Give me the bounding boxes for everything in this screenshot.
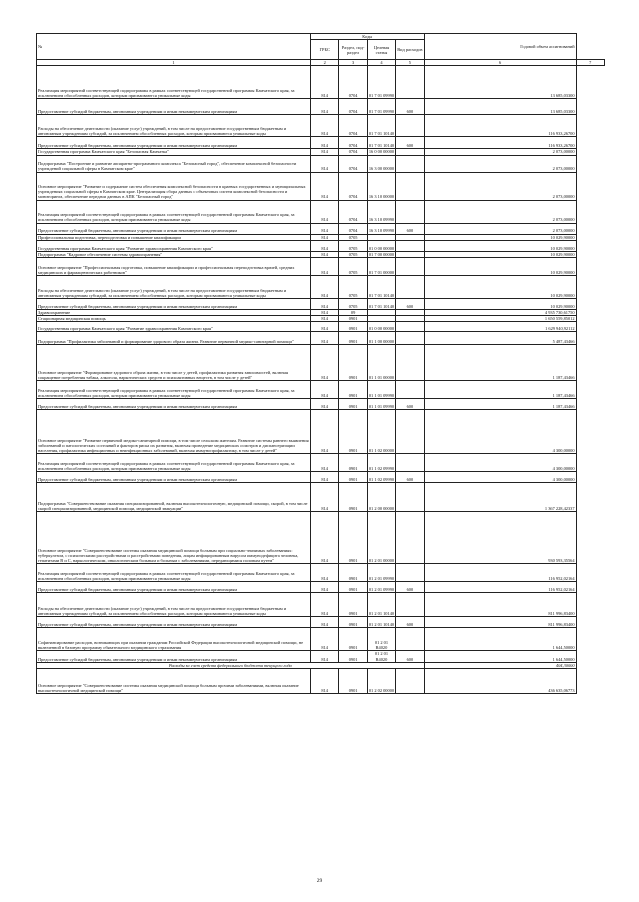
row-section: 0901 <box>339 628 367 651</box>
header-number: № <box>37 34 311 60</box>
row-target-article: 01 7 01 09990 <box>367 66 395 99</box>
row-amount: 4 935 730,61750 <box>424 310 576 316</box>
row-name: Реализация мероприятий соответствующей подпрограммы в рамках соответствующей государственной программы Камчатского края, за исключением обособленных расходов, которым присваиваются уникальные коды <box>37 564 311 582</box>
row-section: 0705 <box>339 299 367 310</box>
row-expense-type <box>396 276 424 299</box>
row-expense-type <box>396 332 424 345</box>
table-row <box>37 582 605 593</box>
row-grbs: 814 <box>311 582 339 593</box>
row-grbs: 814 <box>311 276 339 299</box>
row-amount: 1 629 940,92112 <box>424 322 576 332</box>
header-index: 3 <box>339 60 367 66</box>
table-row <box>37 669 605 694</box>
row-amount: 2 073,00000 <box>424 155 576 172</box>
row-grbs: 814 <box>311 669 339 694</box>
row-expense-type <box>396 593 424 617</box>
row-target-article: 01 1 02 00000 <box>367 410 395 454</box>
row-amount: 10 029,90000 <box>424 240 576 251</box>
row-expense-type <box>396 454 424 472</box>
row-expense-type <box>396 200 424 223</box>
row-grbs: 814 <box>311 617 339 628</box>
row-grbs: 814 <box>311 137 339 149</box>
row-name: Предоставление субсидий бюджетным, автономным учреждениям и иным некоммерческим организациям <box>37 651 311 662</box>
header-index: 2 <box>311 60 339 66</box>
row-name: Предоставление субсидий бюджетным, автономным учреждениям и иным некоммерческим организациям <box>37 99 311 115</box>
row-grbs: 814 <box>311 564 339 582</box>
row-name: Профессиональная подготовка, переподготовка и повышение квалификации <box>37 234 311 240</box>
row-grbs: 814 <box>311 234 339 240</box>
table-row <box>37 276 605 299</box>
row-name: Реализация мероприятий соответствующей подпрограммы в рамках соответствующей государственной программы Камчатского края, за исключением обособленных расходов, которым присваиваются уникальные коды <box>37 200 311 223</box>
row-expense-type <box>396 240 424 251</box>
row-name: Реализация мероприятий соответствующей подпрограммы в рамках соответствующей государственной программы Камчатского края, за исключением обособленных расходов, которым присваиваются уникальные коды <box>37 454 311 472</box>
row-name: Расходы на обеспечение деятельности (оказание услуг) учреждений, в том числе на предоставление государственным бюджетным и автономным учреждениям субсидий, за исключением обособленных расходов, которым присваиваются уникальные коды <box>37 276 311 299</box>
row-grbs: 814 <box>311 99 339 115</box>
row-target-article: 01 7 01 10140 <box>367 299 395 310</box>
row-target-article: 16 3 10 00000 <box>367 172 395 200</box>
page-number: 29 <box>316 878 323 884</box>
row-section: 0901 <box>339 332 367 345</box>
row-grbs: 814 <box>311 381 339 399</box>
row-target-article: 01 7 01 10140 <box>367 115 395 137</box>
row-amount: 116 933,26700 <box>424 115 576 137</box>
row-expense-type <box>396 66 424 99</box>
row-target-article: 01 1 01 09990 <box>367 399 395 410</box>
header-target-article: Целевая статья <box>367 40 395 60</box>
row-amount: 4 300,00000 <box>424 472 576 483</box>
row-target-article: 01 7 00 00000 <box>368 251 395 257</box>
row-section: 0704 <box>339 115 367 137</box>
table-row <box>37 99 605 115</box>
header-index: 6 <box>424 60 576 66</box>
row-section: 09 <box>339 310 367 316</box>
row-section: 0901 <box>339 345 367 381</box>
row-section: 0901 <box>339 512 367 564</box>
row-section: 0901 <box>339 617 367 628</box>
table-row <box>37 345 605 381</box>
row-name: Основное мероприятие "Совершенствование системы оказания медицинской помощи больным прочими заболеваниями, включая оказание высокотехнологичной медицинской помощи" <box>37 669 311 694</box>
row-grbs: 814 <box>311 651 339 662</box>
row-amount: 404,30000 <box>424 662 576 668</box>
row-section: 0705 <box>339 258 367 276</box>
row-section: 0901 <box>339 564 367 582</box>
row-expense-type: 600 <box>396 617 424 628</box>
row-name: Основное мероприятие "Совершенствование системы оказания медицинской помощи больным при социально-значимых заболеваниях: туберкулезом, с психическими расстройствами и расстройствами поведения, лицам инфицированным вирусом иммунодефицита человека, гепатитами В и С, наркологическим, онкологическим больным и больным с заболеваниями, передающимися половым путем" <box>37 512 311 564</box>
header-index: 4 <box>367 60 395 66</box>
row-expense-type <box>396 115 424 137</box>
row-target-article: 01 0 00 00000 <box>367 322 395 332</box>
row-target-article: 01 2 01 R4020 <box>367 628 395 651</box>
row-section: 0901 <box>339 582 367 593</box>
table-row <box>37 454 605 472</box>
row-name: Основное мероприятие "Профессиональная подготовка, повышение квалификации и профессиональная переподготовка врачей, средних медицинских и фармацевтических работников" <box>37 258 311 276</box>
row-section: 0901 <box>339 472 367 483</box>
row-amount: 1 644,50000 <box>424 651 576 662</box>
row-amount: 116 952,02164 <box>424 564 576 582</box>
row-name: Подпрограмма "Построение и развитие аппаратно-программного комплекса "Безопасный город", обеспечение комплексной безопасности учреждений социальной сферы в Камчатском крае" <box>37 155 311 172</box>
row-target-article: 01 7 01 10140 <box>367 137 395 149</box>
row-expense-type: 600 <box>396 299 424 310</box>
row-target-article: 16 0 00 00000 <box>368 149 395 155</box>
row-amount: 116 952,02164 <box>424 582 576 593</box>
table-row <box>37 483 605 512</box>
row-grbs: 814 <box>311 155 339 172</box>
row-target-article: 01 7 01 00000 <box>367 258 395 276</box>
row-amount: 436 635,06773 <box>424 669 576 694</box>
row-section: 0901 <box>339 669 367 694</box>
row-name: Стационарная медицинская помощь <box>37 316 311 322</box>
row-amount: 5 487,43466 <box>424 332 576 345</box>
row-target-article: 01 0 00 00000 <box>367 240 395 251</box>
budget-table <box>36 33 605 694</box>
row-section: 0901 <box>339 410 367 454</box>
row-expense-type: 600 <box>396 472 424 483</box>
table-body <box>37 66 605 694</box>
table-row <box>37 512 605 564</box>
row-expense-type <box>396 381 424 399</box>
row-grbs: 814 <box>311 345 339 381</box>
row-name: Предоставление субсидий бюджетным, автономным учреждениям и иным некоммерческим организациям <box>37 223 311 234</box>
row-amount: 1 187,43466 <box>424 345 576 381</box>
row-grbs: 814 <box>311 512 339 564</box>
table-row <box>37 66 605 99</box>
row-grbs: 814 <box>311 399 339 410</box>
row-target-article: 01 1 01 00000 <box>367 345 395 381</box>
row-amount: 10 029,90000 <box>424 258 576 276</box>
row-amount: 2 073,00000 <box>424 223 576 234</box>
row-expense-type <box>396 512 424 564</box>
row-expense-type <box>396 483 424 512</box>
row-grbs: 814 <box>311 310 339 316</box>
row-name: Расходы на обеспечение деятельности (оказание услуг) учреждений, в том числе на предоставление государственным бюджетным и автономным учреждениям субсидий, за исключением обособленных расходов, которым присваиваются уникальные коды <box>37 115 311 137</box>
table-row <box>37 115 605 137</box>
row-grbs: 814 <box>311 200 339 223</box>
row-name: Государственная программа Камчатского края "Развитие здравоохранения Камчатского края" <box>37 240 311 251</box>
row-expense-type <box>396 410 424 454</box>
row-target-article: 01 1 00 00000 <box>367 332 395 345</box>
row-name: Реализация мероприятий соответствующей подпрограммы в рамках соответствующей государственной программы Камчатского края, за исключением обособленных расходов, которым присваиваются уникальные коды <box>37 381 311 399</box>
row-expense-type <box>396 345 424 381</box>
row-section: 0705 <box>339 251 367 257</box>
row-section: 0705 <box>339 234 367 240</box>
row-amount: 811 996,83400 <box>424 617 576 628</box>
row-section: 0901 <box>339 454 367 472</box>
row-target-article: 01 2 01 10140 <box>367 617 395 628</box>
table-row <box>37 410 605 454</box>
row-name: Расходы за счет средств федерального бюджета текущего года <box>37 662 425 668</box>
row-name: Основное мероприятие "Формирование здорового образа жизни, в том числе у детей, профилактика развития зависимостей, включая сокращение потребления табака, алкоголя, наркотических средств и психоактивных веществ, в том числе у детей" <box>37 345 311 381</box>
row-target-article: 01 7 01 10140 <box>367 276 395 299</box>
row-target-article: 01 1 02 09990 <box>367 454 395 472</box>
row-amount: 1 187,43466 <box>424 399 576 410</box>
row-section: 0901 <box>339 322 367 332</box>
table-row <box>37 299 605 310</box>
table-row <box>37 564 605 582</box>
header-annual-volume: Годовой объем ассигнований <box>424 34 576 60</box>
row-grbs: 814 <box>311 149 339 155</box>
row-name: Подпрограмма "Профилактика заболеваний и формирование здорового образа жизни. Развитие первичной медико-санитарной помощи" <box>37 332 311 345</box>
row-expense-type: 600 <box>396 651 424 662</box>
row-amount: 10 029,90000 <box>424 276 576 299</box>
table-row <box>37 137 605 149</box>
row-grbs: 814 <box>311 223 339 234</box>
row-section: 0901 <box>339 651 367 662</box>
row-section: 0704 <box>339 137 367 149</box>
row-name: Предоставление субсидий бюджетным, автономным учреждениям и иным некоммерческим организациям <box>37 617 311 628</box>
row-grbs: 814 <box>311 115 339 137</box>
row-expense-type <box>396 258 424 276</box>
row-grbs: 814 <box>311 172 339 200</box>
row-section: 0901 <box>339 483 367 512</box>
row-expense-type <box>396 172 424 200</box>
row-amount: 10 029,90000 <box>424 234 576 240</box>
row-grbs: 814 <box>311 251 339 257</box>
header-index: 1 <box>37 60 311 66</box>
row-grbs: 814 <box>311 593 339 617</box>
row-grbs: 814 <box>311 322 339 332</box>
row-amount: 1 367 228,42337 <box>424 483 576 512</box>
row-amount: 2 073,00000 <box>424 200 576 223</box>
header-grbs: ГРБС <box>311 40 339 60</box>
row-target-article: 01 2 01 00000 <box>367 512 395 564</box>
row-section: 0901 <box>339 381 367 399</box>
row-expense-type <box>396 628 424 651</box>
row-amount: 2 073,00000 <box>424 172 576 200</box>
row-section: 0704 <box>339 66 367 99</box>
header-section: Раздел, под-раздел <box>339 40 367 60</box>
row-target-article: 16 3 10 09990 <box>367 200 395 223</box>
row-name: Подпрограмма "Кадровое обеспечение системы здравоохранения" <box>37 251 311 257</box>
row-expense-type <box>396 564 424 582</box>
table-row <box>37 258 605 276</box>
row-target-article: 01 2 01 09990 <box>367 564 395 582</box>
row-target-article: 01 2 01 10140 <box>367 593 395 617</box>
header-codes: Коды <box>311 34 425 40</box>
row-section: 0704 <box>339 223 367 234</box>
row-name: Реализация мероприятий соответствующей подпрограммы в рамках соответствующей государственной программы Камчатского края, за исключением обособленных расходов, которым присваиваются уникальные коды <box>37 66 311 99</box>
row-grbs: 814 <box>311 66 339 99</box>
row-target-article: 01 7 01 09990 <box>367 99 395 115</box>
row-amount: 1 187,43466 <box>424 381 576 399</box>
row-grbs: 814 <box>311 628 339 651</box>
table-row <box>37 240 605 251</box>
row-expense-type: 600 <box>396 399 424 410</box>
row-section: 0704 <box>339 99 367 115</box>
table-row <box>37 651 605 662</box>
row-expense-type <box>396 322 424 332</box>
row-amount: 13 685,03300 <box>424 66 576 99</box>
row-name: Основное мероприятие "Развитие первичной медико-санитарной помощи, в том числе сельским жителям. Развитие системы раннего выявления заболеваний и патологических состояний и факторов риска их развития, включая проведение медицинских осмотров и диспансеризации населения, профилактика инфекционных и неинфекционных заболеваний, включая иммунопрофилактику, в том числе у детей" <box>37 410 311 454</box>
row-expense-type: 600 <box>396 99 424 115</box>
row-section: 0704 <box>339 172 367 200</box>
row-name: Предоставление субсидий бюджетным, автономным учреждениям и иным некоммерческим организациям <box>37 472 311 483</box>
table-row <box>37 593 605 617</box>
row-target-article: 16 3 00 00000 <box>367 155 395 172</box>
row-section: 0901 <box>339 593 367 617</box>
row-amount: 4 300,00000 <box>424 454 576 472</box>
row-target-article: 01 2 01 R4020 <box>367 651 395 662</box>
row-grbs: 814 <box>311 316 339 322</box>
row-name: Основное мероприятие "Развитие и содержание систем обеспечения комплексной безопасности в краевых государственных и муниципальных учреждениях социальной сферы в Камчатском крае. Централизация сбора данных с объектовых систем комплексной безопасности и мониторинга, обеспечение передачи данных в АПК "Безопасный город" <box>37 172 311 200</box>
row-name: Государственная программа Камчатского края "Развитие здравоохранения Камчатского края" <box>37 322 311 332</box>
row-expense-type <box>396 155 424 172</box>
row-amount: 116 933,26700 <box>424 137 576 149</box>
budget-table-container <box>36 33 605 694</box>
row-name: Здравоохранение <box>37 310 311 316</box>
row-amount: 13 685,03300 <box>424 99 576 115</box>
row-name: Предоставление субсидий бюджетным, автономным учреждениям и иным некоммерческим организациям <box>37 582 311 593</box>
table-row <box>37 322 605 332</box>
table-row <box>37 332 605 345</box>
row-grbs: 814 <box>311 240 339 251</box>
header-index: 7 <box>576 60 604 66</box>
row-section: 0704 <box>339 200 367 223</box>
row-target-article: 01 2 02 00000 <box>367 669 395 694</box>
row-name: Предоставление субсидий бюджетным, автономным учреждениям и иным некоммерческим организациям <box>37 299 311 310</box>
row-section: 0901 <box>339 316 367 322</box>
row-grbs: 814 <box>311 472 339 483</box>
row-grbs: 814 <box>311 299 339 310</box>
row-grbs: 814 <box>311 332 339 345</box>
row-amount: 10 029,90000 <box>424 251 576 257</box>
table-row <box>37 200 605 223</box>
row-expense-type: 600 <box>396 223 424 234</box>
table-row <box>37 472 605 483</box>
row-expense-type <box>396 669 424 694</box>
row-name: Софинансирование расходов, возникающих при оказании гражданам Российской Федерации высокотехнологичной медицинской помощи, не включенной в базовую программу обязательного медицинского страхования <box>37 628 311 651</box>
row-target-article: 16 3 10 09990 <box>367 223 395 234</box>
row-amount: 811 996,83400 <box>424 593 576 617</box>
row-grbs: 814 <box>311 483 339 512</box>
row-section: 0704 <box>339 155 367 172</box>
row-expense-type: 600 <box>396 137 424 149</box>
row-amount: 1 644,50000 <box>424 628 576 651</box>
table-row <box>37 223 605 234</box>
row-grbs: 814 <box>311 258 339 276</box>
table-row <box>37 155 605 172</box>
row-target-article: 01 1 01 09990 <box>367 381 395 399</box>
table-row <box>37 399 605 410</box>
row-section: 0705 <box>339 276 367 299</box>
row-name: Предоставление субсидий бюджетным, автономным учреждениям и иным некоммерческим организациям <box>37 399 311 410</box>
row-target-article: 01 2 01 09990 <box>367 582 395 593</box>
row-amount: 1 650 559,85012 <box>424 316 576 322</box>
row-section: 0704 <box>339 149 367 155</box>
row-amount: 4 300,00000 <box>424 410 576 454</box>
row-target-article: 01 2 00 00000 <box>367 483 395 512</box>
row-amount: 2 073,00000 <box>424 149 576 155</box>
table-row <box>37 381 605 399</box>
header-expense-type: Вид расходов <box>396 40 424 60</box>
row-grbs: 814 <box>311 410 339 454</box>
header-index: 5 <box>396 60 424 66</box>
row-grbs: 814 <box>311 454 339 472</box>
table-row <box>37 617 605 628</box>
row-section: 0705 <box>339 240 367 251</box>
row-expense-type: 600 <box>396 582 424 593</box>
row-name: Государственная программа Камчатского края "Безопасная Камчатка" <box>37 149 311 155</box>
row-amount: 10 029,90000 <box>424 299 576 310</box>
row-name: Расходы на обеспечение деятельности (оказание услуг) учреждений, в том числе на предоставление государственным бюджетным и автономным учреждениям субсидий, за исключением обособленных расходов, которым присваиваются уникальные коды <box>37 593 311 617</box>
row-name: Подпрограмма "Совершенствование оказания специализированной, включая высокотехнологичную, медицинской помощи, скорой, в том числе скорой специализированной, медицинской помощи, медицинской эвакуации" <box>37 483 311 512</box>
table-row <box>37 172 605 200</box>
table-row <box>37 628 605 651</box>
row-target-article: 01 1 02 09990 <box>367 472 395 483</box>
row-amount: 930 593,35564 <box>424 512 576 564</box>
row-name: Предоставление субсидий бюджетным, автономным учреждениям и иным некоммерческим организациям <box>37 137 311 149</box>
row-section: 0901 <box>339 399 367 410</box>
